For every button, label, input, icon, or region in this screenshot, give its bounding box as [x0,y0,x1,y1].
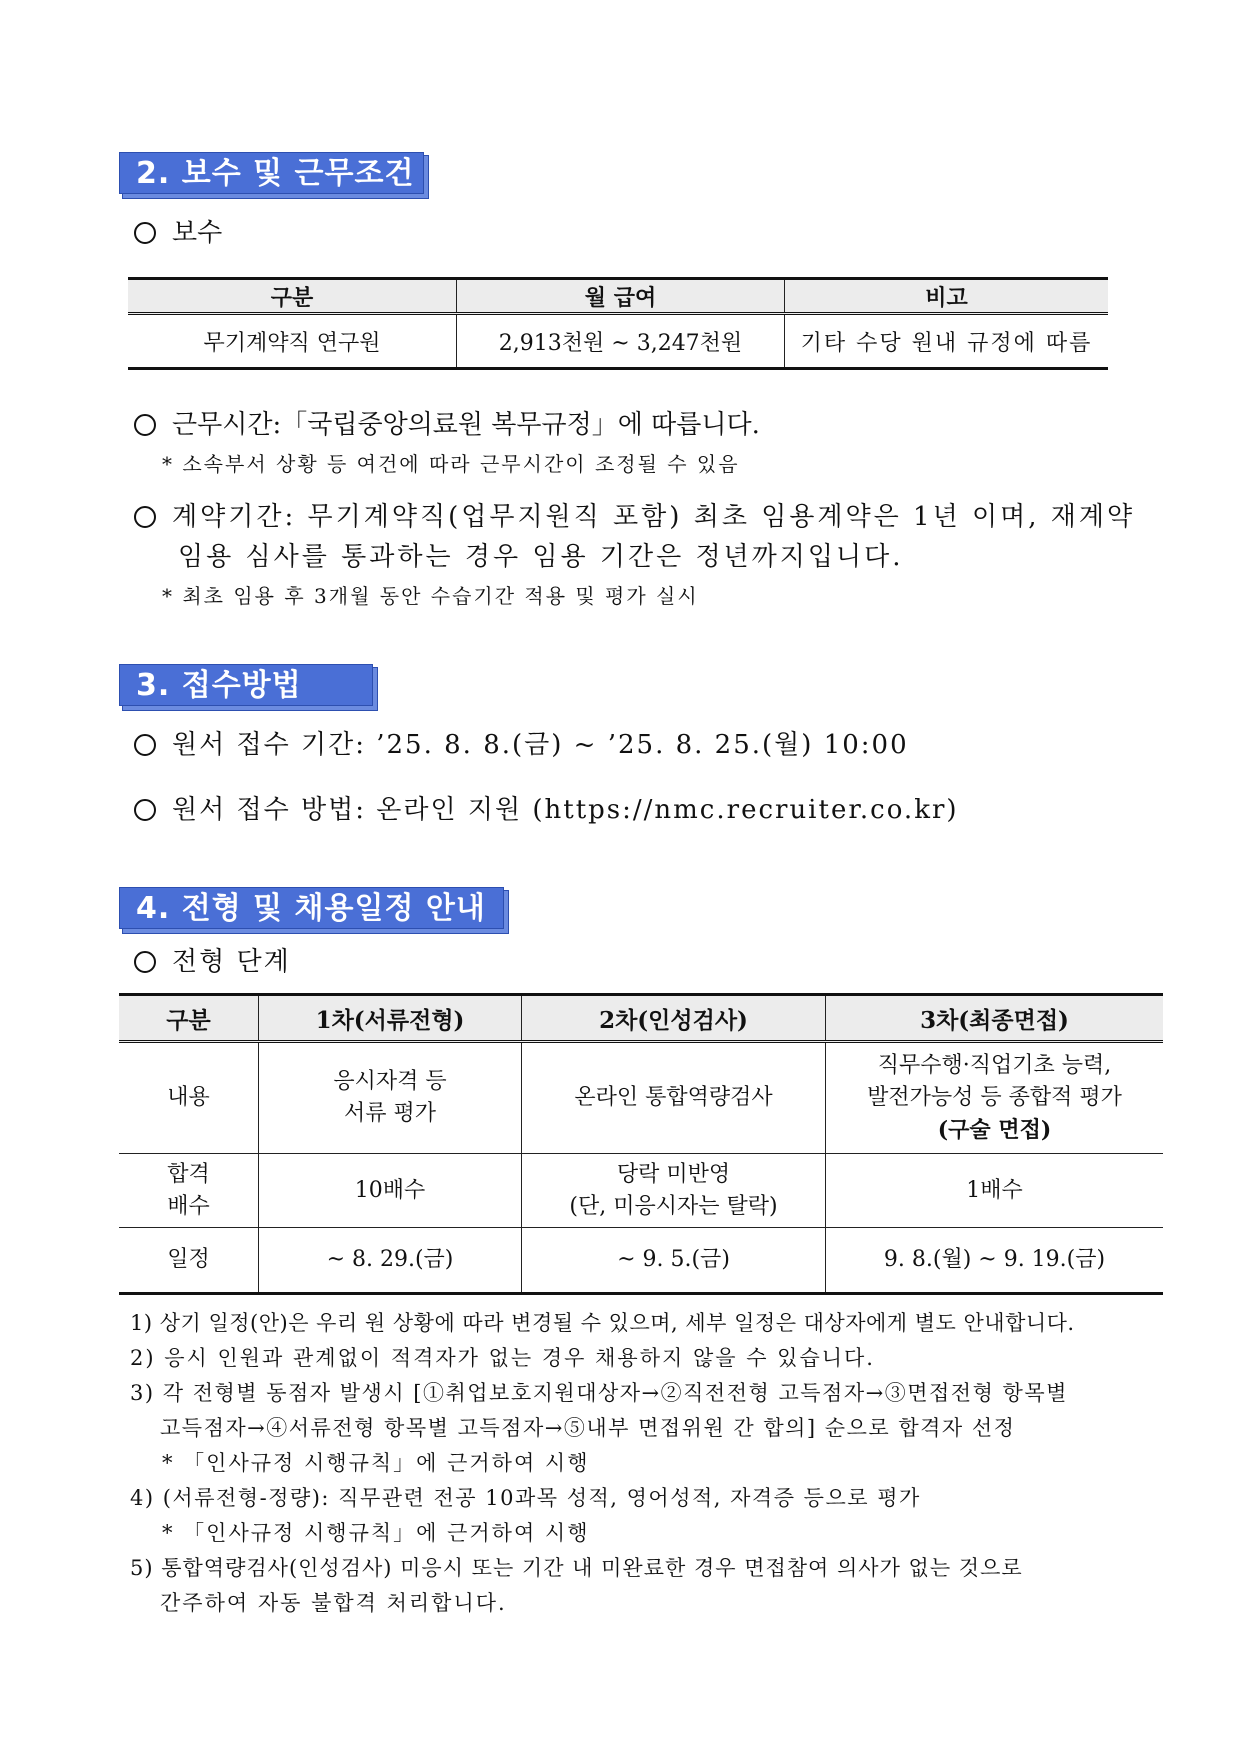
footnote-2: 2) 응시 인원과 관계없이 적격자가 없는 경우 채용하지 않을 수 있습니다. [130,1346,875,1370]
cell-line: 10배수 [354,1177,426,1203]
cell-line: (단, 미응시자는 탈락) [569,1193,778,1219]
cell-content-stage-2 [522,1042,826,1154]
cell-multiple-stage-1 [259,1154,522,1228]
cell-line-bold: (구술 면접) [937,1117,1052,1143]
contract-text-2: 임용 심사를 통과하는 경우 임용 기간은 정년까지입니다. [178,542,904,572]
row-label-schedule: 일정 [119,1228,259,1294]
footnote-5-line-1: 5) 통합역량검사(인성검사) 미응시 또는 기간 내 미완료한 경우 면접참여 의사가 없는 것으로 [130,1556,1023,1580]
section-4-title: 4. 전형 및 채용일정 안내 [136,891,486,926]
cell-line: ~ 8. 29.(금) [326,1247,454,1272]
work-hours-note: * 소속부서 상황 등 여건에 따라 근무시간이 조정될 수 있음 [162,452,740,476]
circle-bullet-icon [134,951,156,973]
footnote-4-line-1: 4) (서류전형-정량): 직무관련 전공 10과목 성적, 영어성적, 자격증 등으로 평가 [130,1486,921,1510]
row-label-content: 내용 [119,1042,259,1154]
stages-header-stage-2: 2차(인성검사) [522,995,826,1042]
stages-row-schedule [119,1228,1163,1294]
section-3-title: 3. 접수방법 [136,668,302,703]
pay-cell-remark: 기타 수당 원내 규정에 따름 [785,314,1109,369]
section-4-header [119,887,504,929]
cell-line: 당락 미반영 [616,1161,731,1187]
pay-header-remark: 비고 [785,279,1109,314]
cell-schedule-stage-2 [522,1228,826,1294]
stages-header-stage-3: 3차(최종면접) [826,995,1164,1042]
stages-label-line [134,945,291,979]
cell-multiple-stage-3 [826,1154,1164,1228]
footnote-3-line-2: 고득점자→④서류전형 항목별 고득점자→⑤내부 면접위원 간 합의] 순으로 합격자 선정 [160,1416,1016,1440]
stages-table [119,993,1163,1295]
application-method-line [134,793,959,827]
cell-schedule-stage-1 [259,1228,522,1294]
circle-bullet-icon [134,222,156,244]
cell-line: 서류 평가 [343,1101,436,1126]
stages-header-category: 구분 [119,995,259,1042]
pay-table-row [128,314,1108,369]
circle-bullet-icon [134,799,156,821]
section-2-title: 2. 보수 및 근무조건 [136,156,415,191]
pay-header-salary: 월 급여 [457,279,785,314]
contract-text-1: 계약기간: 무기계약직(업무지원직 포함) 최초 임용계약은 1년 이며, 재계약 [172,502,1136,532]
application-period-line [134,728,909,762]
work-hours-text: 근무시간:「국립중앙의료원 복무규정」에 따릅니다. [172,410,760,440]
stages-label: 전형 단계 [172,947,291,977]
cell-line: 합격 [167,1161,210,1187]
section-2-header [119,152,424,194]
cell-line: 1배수 [966,1177,1023,1203]
cell-multiple-stage-2 [522,1154,826,1228]
pay-header-category: 구분 [128,279,457,314]
cell-line: 온라인 통합역량검사 [574,1085,773,1110]
footnote-4-note: * 「인사규정 시행규칙」에 근거하여 시행 [162,1521,590,1545]
footnote-1: 1) 상기 일정(안)은 우리 원 상황에 따라 변경될 수 있으며, 세부 일정은 대상자에게 별도 안내합니다. [130,1311,1075,1335]
cell-line: 직무수행·직업기초 능력, [877,1053,1112,1078]
cell-content-stage-1 [259,1042,522,1154]
circle-bullet-icon [134,414,156,436]
circle-bullet-icon [134,734,156,756]
application-method-text: 원서 접수 방법: 온라인 지원 (https://nmc.recruiter.co.kr) [172,795,959,825]
pay-label: 보수 [172,218,223,248]
pay-label-line [134,216,222,250]
pay-cell-category: 무기계약직 연구원 [128,314,457,369]
footnote-5-line-2: 간주하여 자동 불합격 처리합니다. [160,1591,507,1615]
contract-note: * 최초 임용 후 3개월 동안 수습기간 적용 및 평가 실시 [162,584,699,608]
cell-schedule-stage-3 [826,1228,1164,1294]
cell-line: 배수 [167,1193,210,1219]
stages-header-stage-1: 1차(서류전형) [259,995,522,1042]
cell-line: 발전가능성 등 종합적 평가 [867,1085,1122,1110]
row-label-multiple [119,1154,259,1228]
stages-header-row [119,995,1163,1042]
pay-table-header-row [128,279,1108,314]
application-period-text: 원서 접수 기간: ’25. 8. 8.(금) ~ ’25. 8. 25.(월) 10:00 [172,730,909,760]
cell-content-stage-3 [826,1042,1164,1154]
pay-cell-salary: 2,913천원 ~ 3,247천원 [457,314,785,369]
pay-table [128,277,1108,370]
contract-line-1 [134,500,1135,534]
stages-row-content [119,1042,1163,1154]
work-hours-line [134,408,760,442]
cell-line: ~ 9. 5.(금) [617,1247,730,1272]
cell-line: 9. 8.(월) ~ 9. 19.(금) [883,1247,1106,1272]
circle-bullet-icon [134,506,156,528]
footnote-3-line-1: 3) 각 전형별 동점자 발생시 [①취업보호지원대상자→②직전전형 고득점자→③면접전형 항목별 [130,1381,1068,1405]
stages-row-multiple [119,1154,1163,1228]
cell-line: 응시자격 등 [333,1069,447,1094]
footnote-3-note: * 「인사규정 시행규칙」에 근거하여 시행 [162,1451,590,1475]
section-3-header [119,664,373,706]
